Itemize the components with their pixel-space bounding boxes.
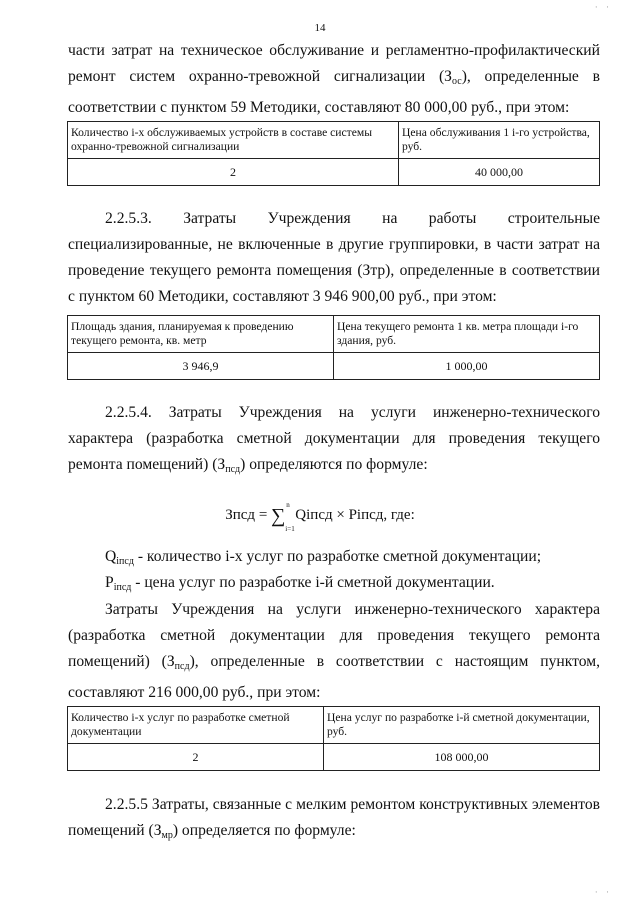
table1-value-price: 40 000,00 [399, 159, 600, 186]
table-repair-area [67, 315, 600, 380]
sum-lower-limit: i=1 [285, 524, 295, 533]
p1-text-end: ), определенные в соответствии с пунктом 59 Методики, составляют 80 000,00 руб., при этом: [68, 68, 600, 116]
p1-text: части затрат на техническое обслуживание и регламентно-профилактический ремонт систем охранно-тревожной сигнализации (З [68, 42, 600, 85]
table2-header-area: Площадь здания, планируемая к проведению текущего ремонта, кв. метр [68, 316, 334, 353]
paragraph-osp-costs [68, 38, 600, 121]
p1-subscript: ос [452, 76, 462, 87]
def-p-subscript: iпсд [113, 582, 132, 593]
p3-text-end: ) определяются по формуле: [240, 456, 428, 473]
table2-value-area: 3 946,9 [68, 353, 334, 380]
formula-psd [0, 500, 640, 533]
table3-value-price: 108 000,00 [324, 744, 600, 771]
paragraph-psd-total [68, 597, 600, 706]
p5-text-end: ) определяется по формуле: [172, 822, 356, 839]
def-q-text: - количество i-х услуг по разработке сметной документации; [133, 548, 542, 565]
p4-text-end: ), определенные в соответствии с настоящим пунктом, составляют 216 000,00 руб., при этом: [68, 653, 600, 701]
table1-value-quantity: 2 [68, 159, 399, 186]
p4-text: Затраты Учреждения на услуги инженерно-технического характера (разработка сметной документации для проведения текущего ремонта помещений) (З [68, 601, 600, 670]
paragraph-2-2-5-5 [68, 792, 600, 849]
formula-lhs: Зпсд = [225, 507, 272, 523]
scan-marks-bottom: · · [594, 887, 612, 897]
p5-subscript: мр [161, 830, 173, 841]
def-p-symbol: P [105, 574, 114, 591]
paragraph-2-2-5-3: 2.2.5.3. Затраты Учреждения на работы строительные специализированные, не включенные в другие группировки, в части затрат на проведение текущего ремонта помещения (Зтр), определенные в соответствии с пунктом 60 Методики, составляют 3 946 900,00 руб., при этом: [68, 210, 600, 305]
table3-value-quantity: 2 [68, 744, 324, 771]
p4-subscript: псд [174, 661, 190, 672]
formula-rhs: Qiпсд × Piпсд, где: [295, 507, 415, 523]
p5-text: 2.2.5.5 Затраты, связанные с мелким ремонтом конструктивных элементов помещений (З [68, 796, 600, 839]
def-q-subscript: iпсд [116, 556, 134, 567]
sum-sign: ∑ [271, 505, 286, 527]
table2-header-price: Цена текущего ремонта 1 кв. метра площади i-го здания, руб. [334, 316, 600, 353]
def-p-text: - цена услуг по разработке i-й сметной документации. [131, 574, 495, 591]
table1-header-price: Цена обслуживания 1 i-го устройства, руб. [399, 122, 600, 159]
table2-value-price: 1 000,00 [334, 353, 600, 380]
table1-header-quantity: Количество i-х обслуживаемых устройств в составе системы охранно-тревожной сигнализации [68, 122, 399, 159]
sum-upper-limit: n [286, 500, 290, 509]
def-q-symbol: Q [105, 548, 117, 565]
paragraph-2-2-5-4 [68, 400, 600, 483]
scan-marks-top: · · [594, 2, 612, 12]
p3-subscript: псд [225, 464, 241, 475]
table-psd-services [67, 706, 600, 771]
table3-header-quantity: Количество i-х услуг по разработке сметной документации [68, 707, 324, 744]
p3-text: 2.2.5.4. Затраты Учреждения на услуги инженерно-технического характера (разработка сметной документации для проведения текущего ремонта помещений) (З [68, 404, 600, 473]
page-number: 14 [314, 22, 326, 34]
table-osp-devices [67, 121, 600, 186]
table3-header-price: Цена услуг по разработке i-й сметной документации, руб. [324, 707, 600, 744]
